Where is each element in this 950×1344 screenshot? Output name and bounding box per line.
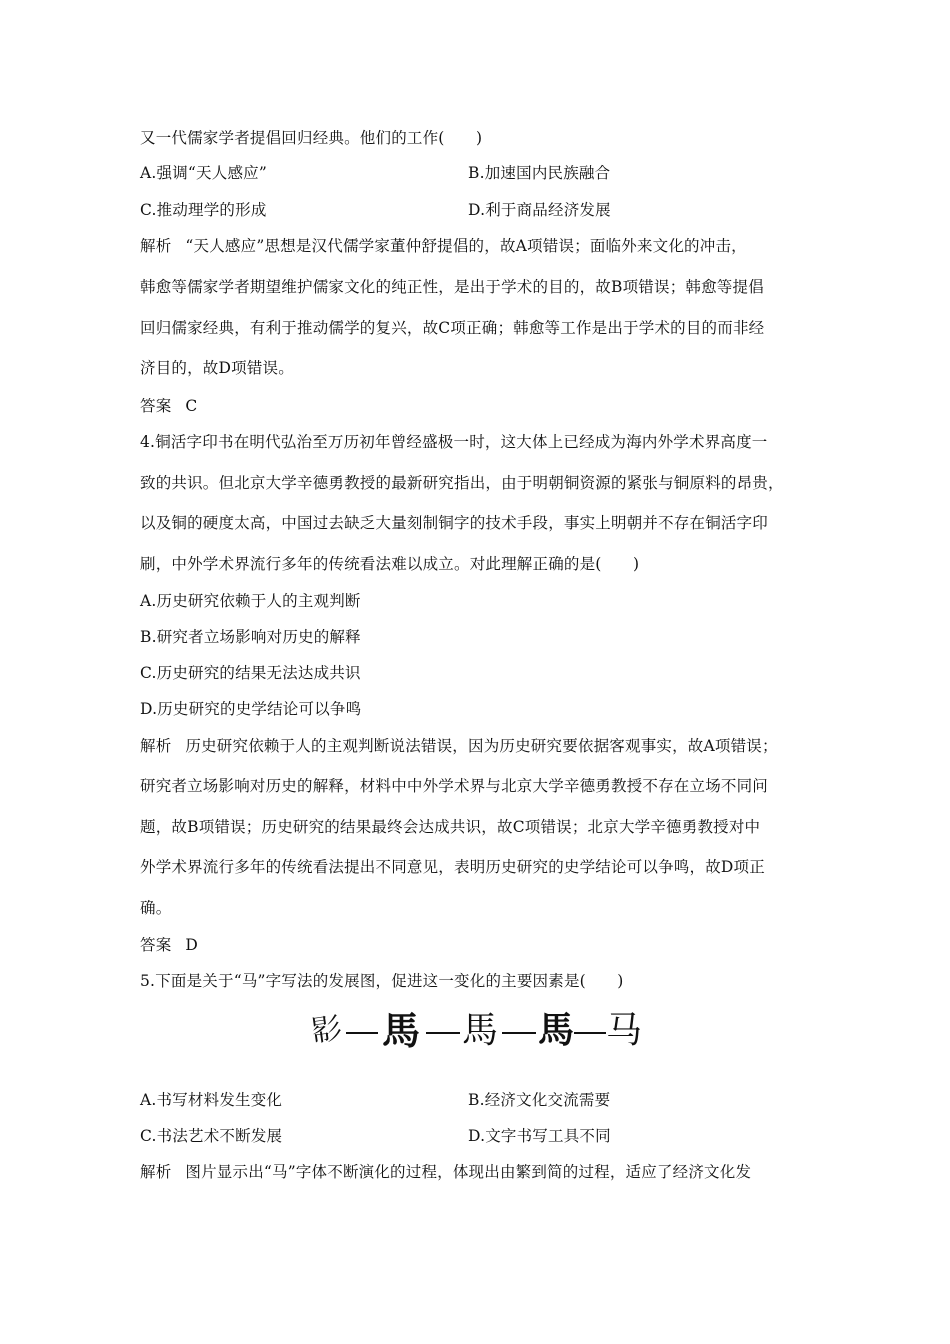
- q3-answer-label: 答案: [140, 397, 172, 415]
- horse-character-evolution-figure: [309, 1005, 643, 1059]
- evolution-arrow-4: [574, 1032, 606, 1034]
- q4-stem-line-3: 以及铜的硬度太高，中国过去缺乏大量刻制铜字的技术手段，事实上明朝并不存在铜活字印: [140, 514, 769, 532]
- evolution-arrow-2: [426, 1032, 460, 1034]
- q3-analysis-label: 解析: [140, 237, 172, 255]
- q4-analysis-text-1: 历史研究依赖于人的主观判断说法错误，因为历史研究要依据客观事实，故A项错误；: [185, 737, 778, 755]
- q5-option-c: C.书法艺术不断发展: [140, 1127, 283, 1145]
- horse-glyph-clerical: 馬: [462, 1010, 499, 1051]
- q4-answer-value: D: [185, 936, 199, 954]
- horse-glyph-seal: 馬: [382, 1008, 421, 1053]
- q4-analysis-line-4: 外学术界流行多年的传统看法提出不同意见，表明历史研究的史学结论可以争鸣，故D项正: [140, 858, 765, 876]
- horse-glyph-simplified: 马: [606, 1010, 643, 1051]
- q4-stem-line-2: 致的共识。但北京大学辛德勇教授的最新研究指出，由于明朝铜资源的紧张与铜原料的昂贵，: [140, 474, 784, 492]
- q4-option-b: B.研究者立场影响对历史的解释: [140, 628, 361, 646]
- q4-stem-line-1: 4.铜活字印书在明代弘治至万历初年曾经盛极一时，这大体上已经成为海内外学术界高度一: [140, 433, 768, 451]
- q4-option-d: D.历史研究的史学结论可以争鸣: [140, 700, 362, 718]
- q4-analysis-line-5: 确。: [140, 899, 172, 917]
- q3-option-b: B.加速国内民族融合: [468, 164, 611, 182]
- q5-analysis-label: 解析: [140, 1163, 172, 1181]
- q3-answer-value: C: [185, 397, 198, 415]
- q3-analysis-line-2: 韩愈等儒家学者期望维护儒家文化的纯正性，是出于学术的目的，故B项错误；韩愈等提倡: [140, 278, 764, 296]
- q5-stem: 5.下面是关于“马”字写法的发展图，促进这一变化的主要因素是( ): [140, 972, 624, 990]
- q4-analysis-line-3: 题，故B项错误；历史研究的结果最终会达成共识，故C项错误；北京大学辛德勇教授对中: [140, 818, 761, 836]
- q4-answer-label: 答案: [140, 936, 172, 954]
- q4-analysis-label: 解析: [140, 737, 172, 755]
- q4-option-c: C.历史研究的结果无法达成共识: [140, 664, 361, 682]
- horse-glyph-regular: 馬: [538, 1010, 575, 1051]
- q3-option-a: A.强调“天人感应”: [140, 164, 267, 182]
- q4-option-a: A.历史研究依赖于人的主观判断: [140, 592, 361, 610]
- evolution-arrow-1: [346, 1032, 378, 1034]
- q3-analysis-line-4: 济目的，故D项错误。: [140, 359, 294, 377]
- q3-stem: 又一代儒家学者提倡回归经典。他们的工作( ): [140, 129, 483, 147]
- q4-analysis-line-2: 研究者立场影响对历史的解释，材料中中外学术界与北京大学辛德勇教授不存在立场不同问: [140, 777, 769, 795]
- horse-glyph-oracle: 𢒠: [309, 1011, 345, 1050]
- q4-answer: [140, 935, 830, 955]
- q3-analysis-text-1: “天人感应”思想是汉代儒学家董仲舒提倡的，故A项错误；面临外来文化的冲击，: [185, 237, 747, 255]
- q3-option-d: D.利于商品经济发展: [468, 201, 611, 219]
- q5-option-d: D.文字书写工具不同: [468, 1127, 611, 1145]
- q3-answer: [140, 396, 830, 416]
- q3-analysis-line-3: 回归儒家经典，有利于推动儒学的复兴，故C项正确；韩愈等工作是出于学术的目的而非经: [140, 319, 765, 337]
- q5-analysis-text-1: 图片显示出“马”字体不断演化的过程，体现出由繁到简的过程，适应了经济文化发: [185, 1163, 752, 1181]
- q3-analysis-line-1: [140, 236, 830, 256]
- q4-stem-line-4: 刷，中外学术界流行多年的传统看法难以成立。对此理解正确的是( ): [140, 555, 640, 573]
- q3-option-c: C.推动理学的形成: [140, 201, 267, 219]
- q5-analysis-line-1: [140, 1162, 830, 1182]
- q4-analysis-line-1: [140, 736, 830, 756]
- q5-option-b: B.经济文化交流需要: [468, 1091, 611, 1109]
- q5-option-a: A.书写材料发生变化: [140, 1091, 283, 1109]
- evolution-arrow-3: [502, 1032, 536, 1034]
